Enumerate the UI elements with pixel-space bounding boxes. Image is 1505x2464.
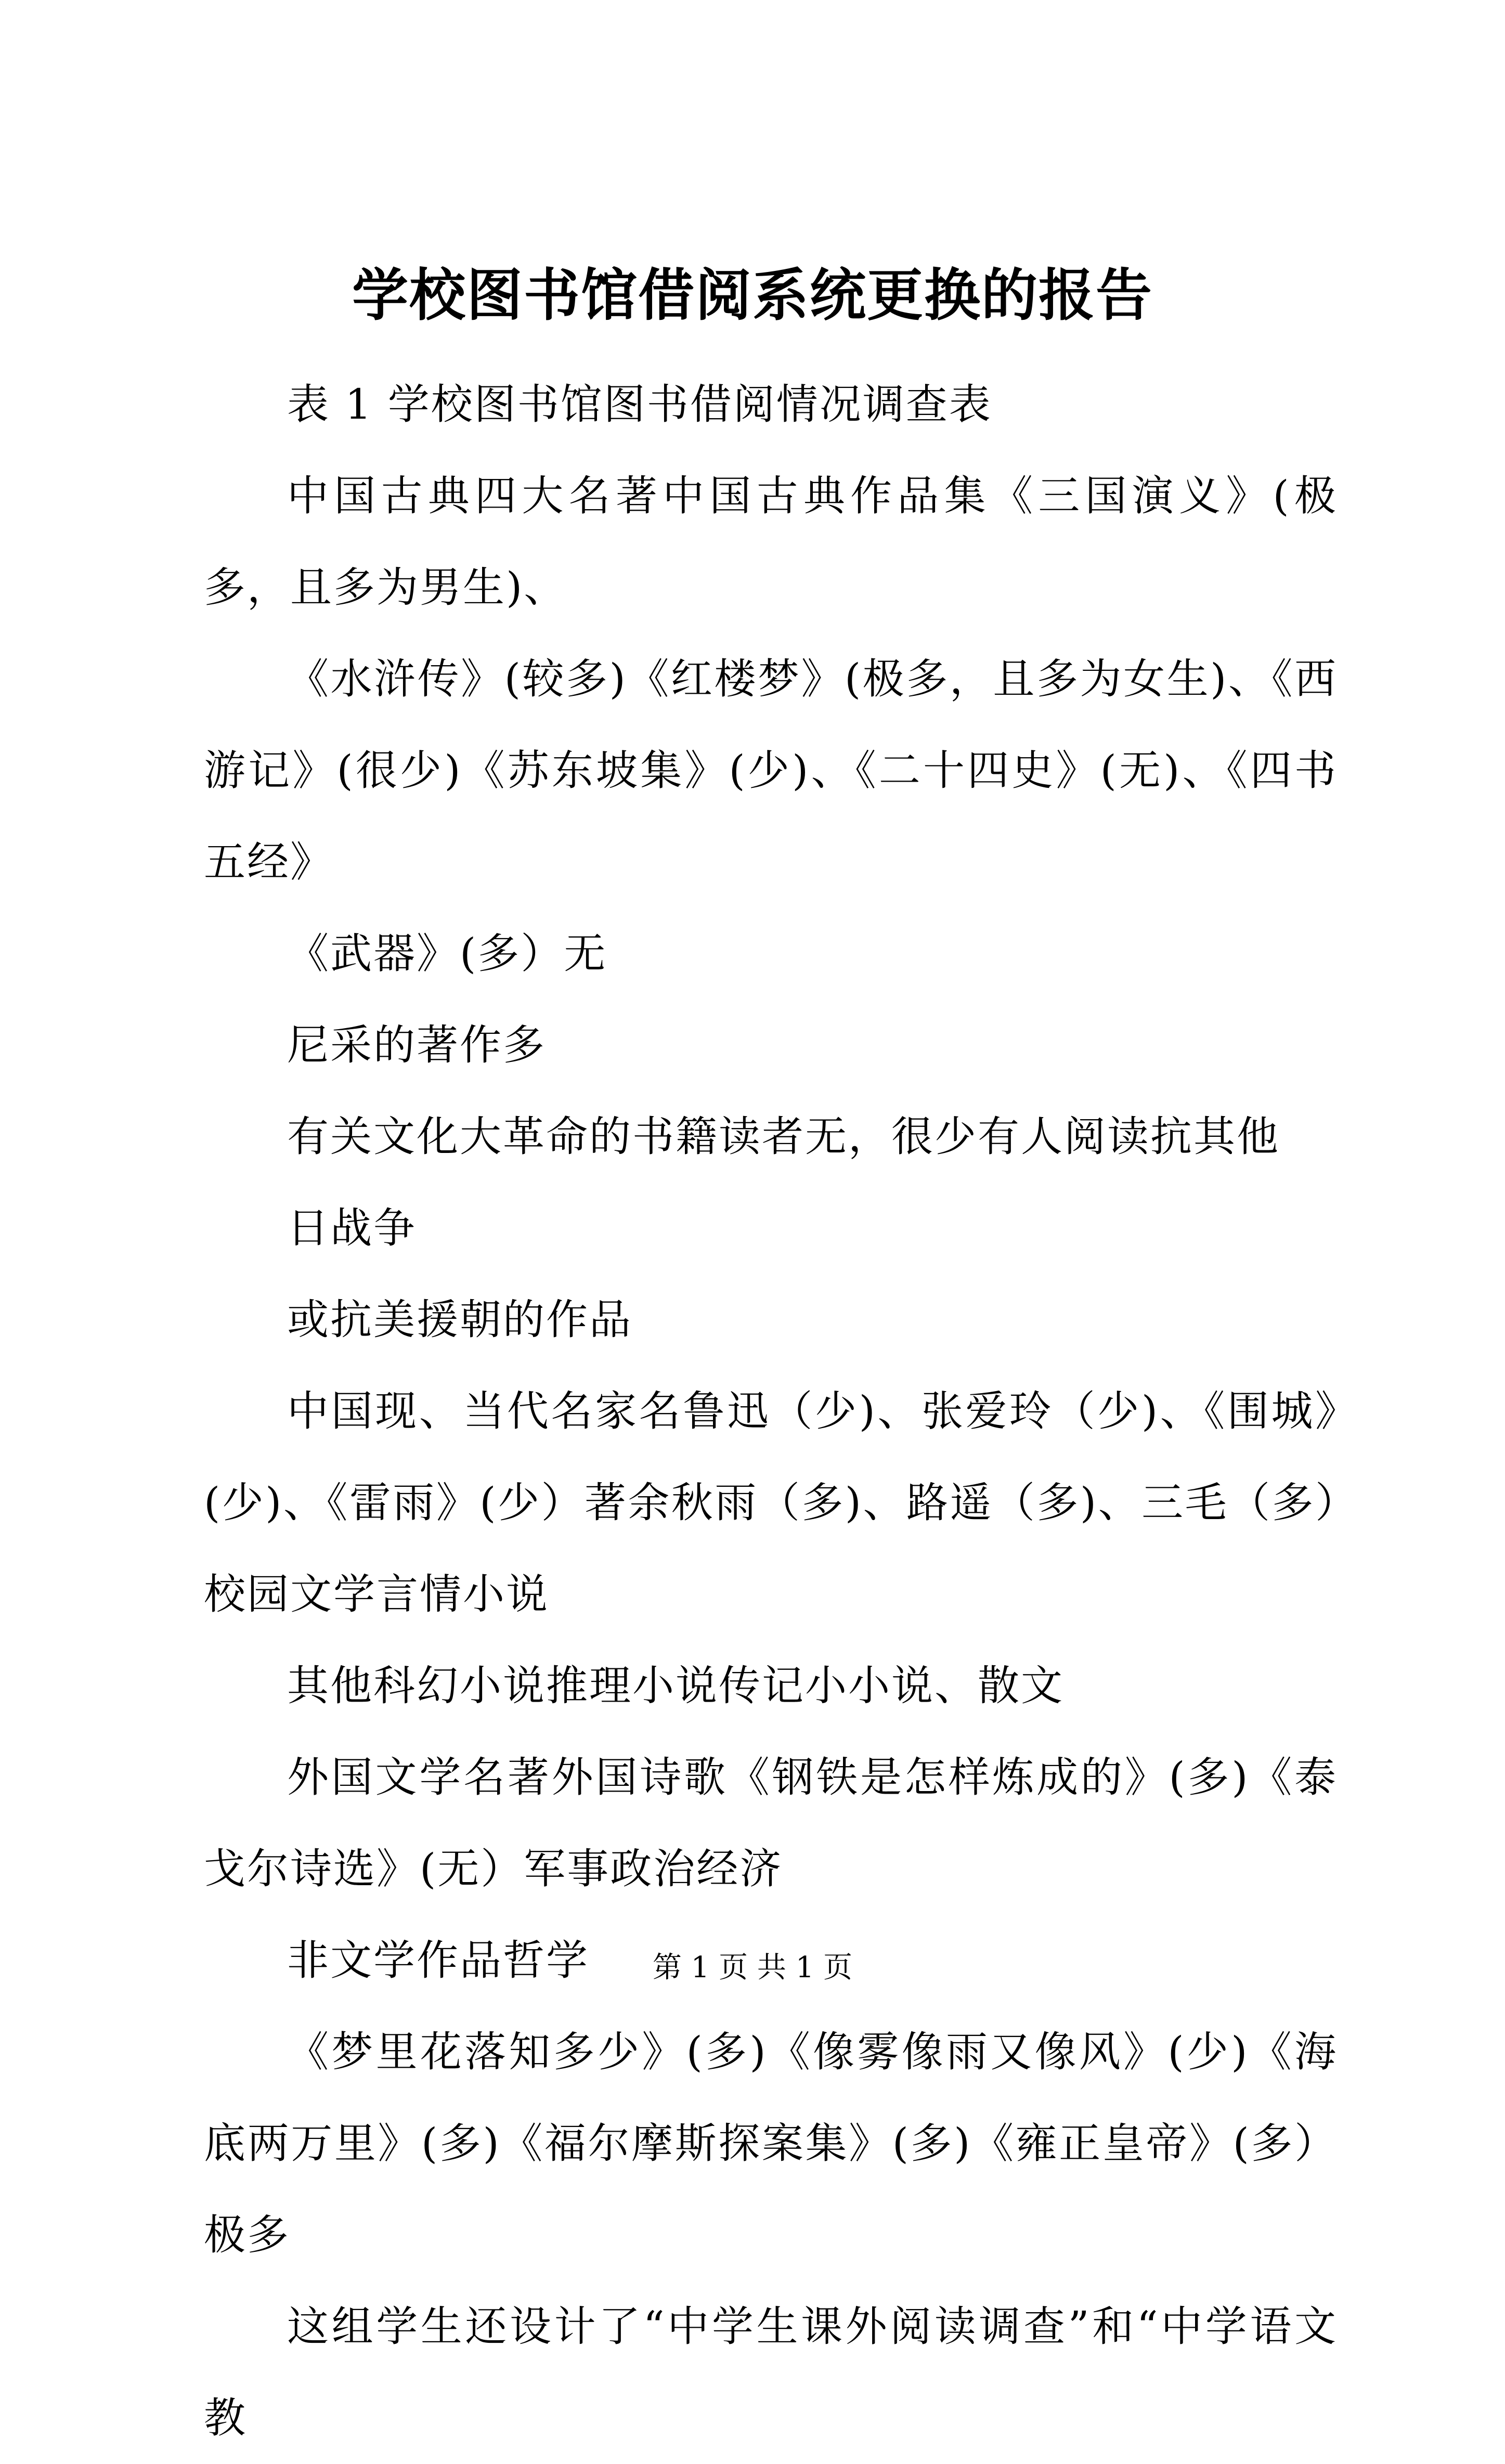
document-title: 学校图书馆借阅系统更换的报告 xyxy=(352,263,1153,328)
paragraph: 这组学生还设计了“中学生课外阅读调查”和“中学语文教 xyxy=(204,2302,1338,2442)
paragraph: 其他科幻小说推理小说传记小小说、散文 xyxy=(287,1662,1064,1710)
paragraph: 中国现、当代名家名鲁迅（少)、张爱玲（少)、《围城》(少)、《雷雨》(少）著余秋雨（多)、路遥（多)、三毛（多）校园文学言情小说 xyxy=(204,1387,1338,1618)
paragraph: 《梦里花落知多少》(多)《像雾像雨又像风》(少)《海底两万里》(多)《福尔摩斯探案集》(多)《雍正皇帝》(多）极多 xyxy=(204,2028,1338,2259)
paragraph: 尼采的著作多 xyxy=(287,1021,546,1069)
paragraph: 或抗美援朝的作品 xyxy=(287,1295,632,1344)
paragraph: 中国古典四大名著中国古典作品集《三国演义》(极多，且多为男生)、 xyxy=(204,472,1338,612)
document-body xyxy=(204,359,1338,2464)
paragraph: 表 1 学校图书馆图书借阅情况调查表 xyxy=(287,380,992,429)
paragraph: 《水浒传》(较多)《红楼梦》(极多，且多为女生)、《西游记》(很少)《苏东坡集》(少)、《二十四史》(无)、《四书五经》 xyxy=(204,655,1338,886)
paragraph: 日战争 xyxy=(287,1204,417,1252)
paragraph: 有关文化大革命的书籍读者无，很少有人阅读抗其他 xyxy=(287,1112,1280,1161)
paragraph: 外国文学名著外国诗歌《钢铁是怎样炼成的》(多)《泰戈尔诗选》(无）军事政治经济 xyxy=(204,1753,1338,1893)
paragraph: 《武器》(多）无 xyxy=(287,929,607,978)
paragraph: 非文学作品哲学 xyxy=(287,1936,589,1985)
page-footer: 第 1 页 共 1 页 xyxy=(652,1951,853,1985)
